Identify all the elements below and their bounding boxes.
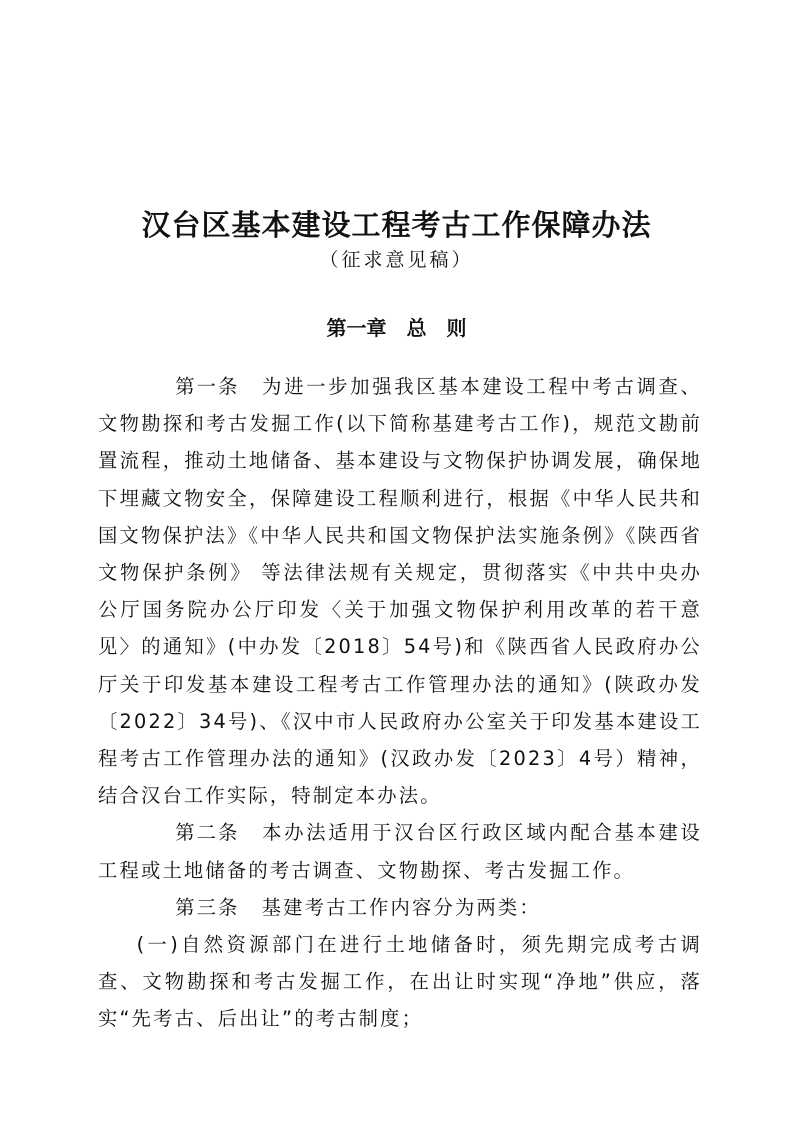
article-3-label: 第三条 <box>175 895 240 919</box>
article-2-text: 本办法适用于汉台区行政区域内配合基本建设工程或土地储备的考古调查、文物勘探、考古发掘工作。 <box>98 821 702 882</box>
article-2-label: 第二条 <box>175 821 240 845</box>
article-2 <box>98 814 702 888</box>
article-3-text: 基建考古工作内容分为两类： <box>261 895 541 919</box>
document-subtitle: （征求意见稿） <box>319 249 474 271</box>
article-1-text: 为进一步加强我区基本建设工程中考古调查、文物勘探和考古发掘工作(以下简称基建考古工作)，规范文勘前置流程，推动土地储备、基本建设与文物保护协调发展，确保地下埋藏文物安全，保障建设工程顺利进行，根据《中华人民共和国文物保护法》《中华人民共和国文物保护法实施条例》《陕西省文物保护条例》 等法律法规有关规定，贯彻落实《中共中央办公厅国务院办公厅印发〈关于加强文物保护利用改革的若干意见〉的通知》(中办发〔2018〕54号)和《陕西省人民政府办公厅关于印发基本建设工程考古工作管理办法的通知》(陕政办发〔2022〕34号)、《汉中市人民政府办公室关于印发基本建设工程考古工作管理办法的通知》(汉政办发〔2023〕4号）精神，结合汉台工作实际，特制定本办法。 <box>98 375 702 808</box>
article-3 <box>98 889 702 926</box>
article-1 <box>98 368 702 814</box>
clause-1-text: (一)自然资源部门在进行土地储备时，须先期完成考古调查、文物勘探和考古发掘工作，在出让时实现“净地”供应，落实“先考古、后出让”的考古制度； <box>98 933 702 1031</box>
document-body <box>98 368 702 1038</box>
clause-1 <box>98 926 702 1038</box>
document-title: 汉台区基本建设工程考古工作保障办法 <box>141 208 652 243</box>
article-1-label: 第一条 <box>175 375 240 398</box>
chapter-heading: 第一章 总 则 <box>326 315 467 340</box>
